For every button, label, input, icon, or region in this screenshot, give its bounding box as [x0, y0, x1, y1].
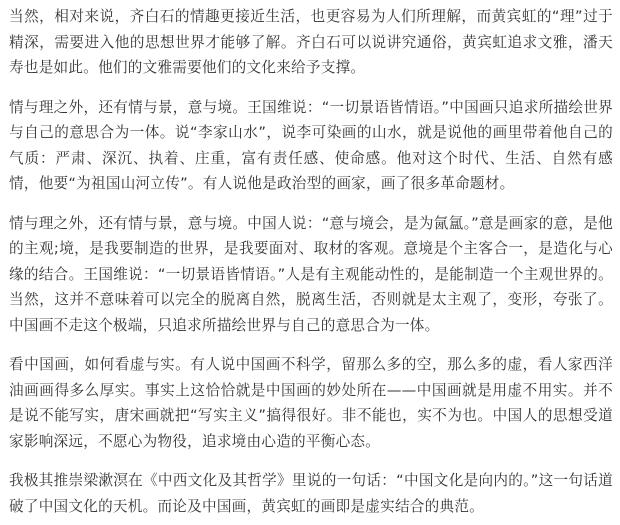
- paragraph-4: 看中国画，如何看虚与实。有人说中国画不科学，留那么多的空，那么多的虚，看人家西洋油画画得多么厚实。事实上这恰恰就是中国画的妙处所在——中国画就是用虚不用实。并不是说不能写实，唐宋画就把“写实主义”搞得很好。非不能也，实不为也。中国人的思想受道家影响深远，不愿心为物役，追求境由心造的平衡心态。: [9, 356, 613, 450]
- paragraph-5: 我极其推崇梁漱溟在《中西文化及其哲学》里说的一句话：“中国文化是向内的。”这一句话道破了中国文化的天机。而论及中国画，黄宾虹的画即是虚实结合的典范。: [9, 472, 613, 515]
- paragraph-1: 当然，相对来说，齐白石的情趣更接近生活，也更容易为人们所理解，而黄宾虹的“理”过于精深，需要进入他的思想世界才能够了解。齐白石可以说讲究通俗，黄宾虹追求文雅，潘天寿也是如此。他们的文雅需要他们的文化来给予支撑。: [9, 8, 613, 76]
- paragraph-2: 情与理之外，还有情与景，意与境。王国维说：“一切景语皆情语。”中国画只追求所描绘世界与自己的意思合为一体。说“李家山水”，说李可染画的山水，就是说他的画里带着他自己的气质：严肃、深沉、执着、庄重，富有责任感、使命感。他对这个时代、生活、自然有感情，他要“为祖国山河立传”。有人说他是政治型的画家，画了很多革命题材。: [9, 98, 613, 192]
- article-body: [9, 4, 613, 519]
- paragraph-3: 情与理之外，还有情与景，意与境。中国人说：“意与境会，是为氤氲。”意是画家的意，是他的主观;境，是我要制造的世界，是我要面对、取材的客观。意境是个主客合一，是造化与心缘的结合。王国维说：“一切景语皆情语。”人是有主观能动性的，是能制造一个主观世界的。当然，这并不意味着可以完全的脱离自然，脱离生活，否则就是太主观了，变形，夸张了。中国画不走这个极端，只追求所描绘世界与自己的意思合为一体。: [9, 214, 613, 334]
